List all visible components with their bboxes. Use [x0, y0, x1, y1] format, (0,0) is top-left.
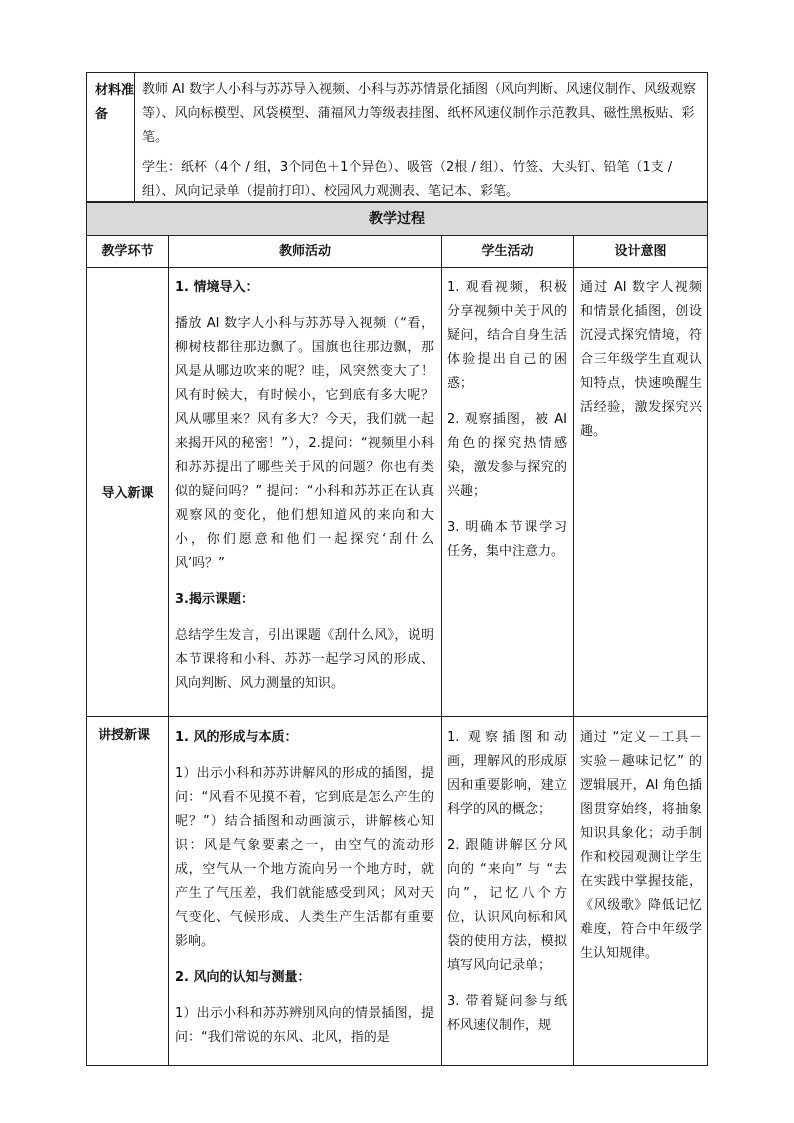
student-activity-cell	[447, 276, 567, 564]
paragraph: 1）出示小科和苏苏辨别风向的情景插图，提问：“我们常说的东风、北风，指的是	[175, 1006, 434, 1045]
table-bottom-border	[86, 1065, 708, 1066]
section-heading: 1. 情境导入：	[175, 280, 259, 295]
list-item: 2. 跟随讲解区分风向的 “来向” 与 “去向”，记忆八个方位，认识风向标和风袋的使用方法，模拟填写风向记录单；	[447, 838, 567, 973]
list-item: 1. 观察插图和动画，理解风的形成原因和重要影响，建立科学的风的概念；	[447, 730, 567, 817]
paragraph: 通过 AI 数字人视频和情景化插图，创设沉浸式探究情境，符合三年级学生直观认知特点，快速唤醒生活经验，激发探究兴趣。	[580, 280, 702, 439]
list-item: 2. 观察插图，被 AI 角色的探究热情感染，激发参与探究的兴趣；	[447, 412, 567, 499]
header-student-activity: 学生活动	[481, 244, 534, 259]
list-item: 3. 明确本节课学习任务，集中注意力。	[447, 520, 567, 559]
materials-content	[142, 78, 700, 204]
list-item: 1. 观看视频，积极分享视频中关于风的疑问，结合自身生活体验提出自己的困惑；	[447, 280, 567, 391]
design-intent-cell	[580, 276, 702, 444]
design-intent-cell	[580, 726, 702, 966]
student-materials: 学生：纸杯（4个 / 组，3个同色＋1个异色）、吸管（2根 / 组）、竹签、大头钉、铅笔（1支 / 组）、风向记录单（提前打印）、校园风力观测表、笔记本、彩笔。	[142, 160, 673, 199]
paragraph: 播放 AI 数字人小科与苏苏导入视频（“看，柳树枝都往那边飘了。国旗也往那边飘，那风是从哪边吹来的呢？哇，风突然变大了！风有时候大，有时候小，它到底有多大呢？风从哪里来？风有多大？今天，我们就一起来揭开风的秘密！”），2.提问：“视频里小科和苏苏提出了哪些关于风的问题？你也有类似的疑问吗？” 提问：“小科和苏苏正在认真观察风的变化，他们想知道风的来向和大小，你们愿意和他们一起探究‘刮什么风’吗？”	[175, 316, 434, 571]
stage-label: 讲授新课	[98, 728, 151, 743]
stage-label: 导入新课	[101, 486, 154, 501]
row-2-clip	[86, 716, 708, 1065]
section-heading: 3.揭示课题：	[175, 592, 254, 607]
teaching-process-banner: 教学过程	[86, 202, 708, 236]
paragraph: 总结学生发言，引出课题《刮什么风》，说明本节课将和小科、苏苏一起学习风的形成、风向判断、风力测量的知识。	[175, 628, 434, 691]
teacher-activity-cell	[175, 276, 434, 696]
header-design-intent: 设计意图	[614, 244, 667, 259]
header-teacher-activity: 教师活动	[278, 244, 331, 259]
header-divider	[86, 267, 708, 268]
paragraph: 1）出示小科和苏苏讲解风的形成的插图，提问：“风看不见摸不着，它到底是怎么产生的呢？”）结合插图和动画演示，讲解核心知识：风是气象要素之一，由空气的流动形成，空气从一个地方流向另一个地方时，就产生了气压差，我们就能感受到风；风对天气变化、气候形成、人类生产生活都有重要影响。	[175, 766, 434, 949]
materials-label: 材料准备	[87, 73, 135, 201]
teacher-materials: 教师 AI 数字人小科与苏苏导入视频、小科与苏苏情景化插图（风向判断、风速仪制作、风级观察等）、风向标模型、风袋模型、蒲福风力等级表挂图、纸杯风速仪制作示范教具、磁性黑板贴、彩笔。	[142, 82, 696, 145]
section-heading: 1. 风的形成与本质：	[175, 730, 298, 745]
section-heading: 2. 风向的认知与测量：	[175, 970, 311, 985]
paragraph: 通过 “定义－工具－实验－趣味记忆” 的逻辑展开，AI 角色插图贯穿始终，将抽象知识具象化；动手制作和校园观测让学生在实践中掌握技能，《风级歌》降低记忆难度，符合中年级学生认知规律。	[580, 730, 702, 961]
materials-section	[86, 72, 708, 202]
header-stage: 教学环节	[101, 244, 154, 259]
student-activity-cell	[447, 726, 567, 1038]
teacher-activity-cell	[175, 726, 434, 1050]
list-item: 3. 带着疑问参与纸杯风速仪制作，规	[447, 994, 567, 1033]
